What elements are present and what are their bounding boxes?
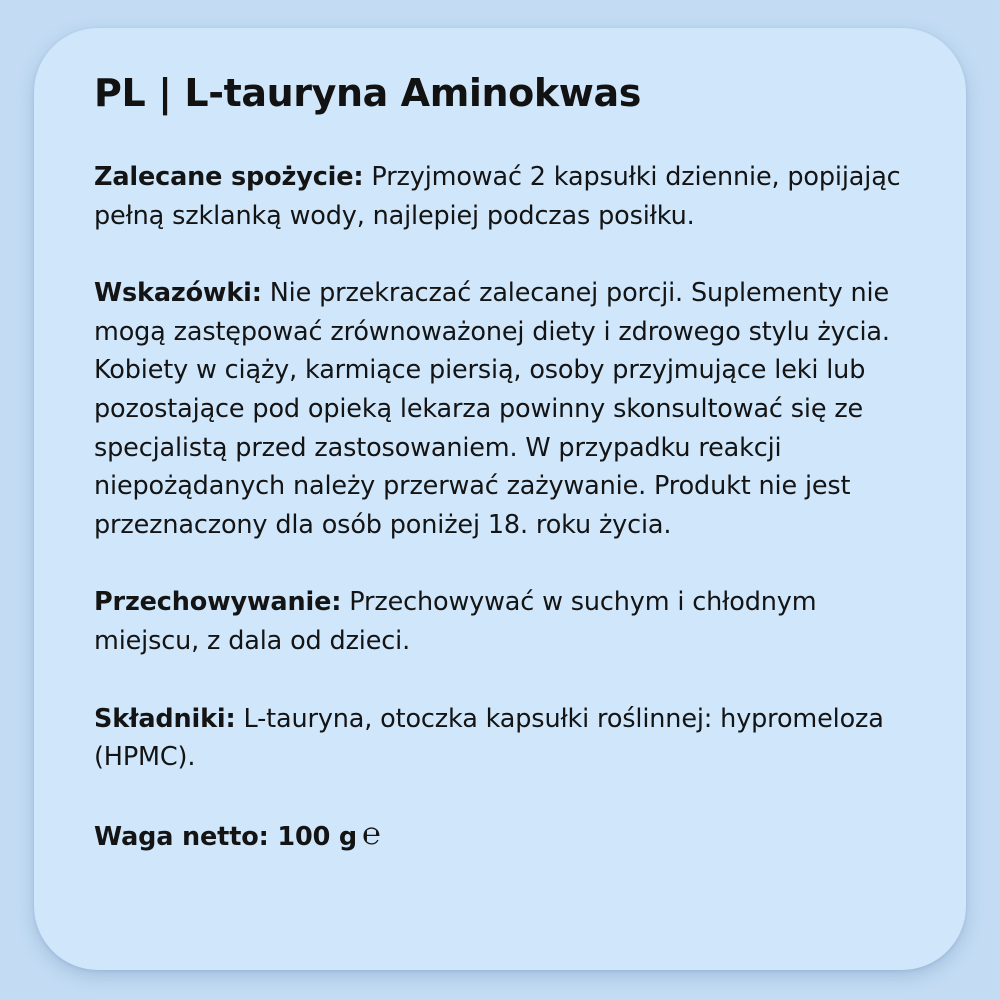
label-card xyxy=(34,28,966,970)
net-weight xyxy=(94,816,922,857)
section-label-storage: Przechowywanie: xyxy=(94,587,342,618)
section-recommended-intake xyxy=(94,158,922,235)
section-text-recommended-intake: Przyjmować 2 kapsułki dziennie, popijając pełną szklanką wody, najlepiej podczas posiłku. xyxy=(94,162,901,231)
section-guidelines xyxy=(94,274,922,544)
section-text-ingredients: L-tauryna, otoczka kapsułki roślinnej: hypromeloza (HPMC). xyxy=(94,703,884,773)
section-label-ingredients: Składniki: xyxy=(94,703,236,734)
product-title: PL | L-tauryna Aminokwas xyxy=(94,71,641,115)
section-label-recommended-intake: Zalecane spożycie: xyxy=(94,162,364,192)
section-text-guidelines: Nie przekraczać zalecanej porcji. Suplementy nie mogą zastępować zrównoważonej diety i zdrowego stylu życia. Kobiety w ciąży, karmiące piersią, osoby przyjmujące leki lub pozostające pod opieką lekarza powinny skonsultować się ze specjalistą przed zastosowaniem. W przypadku reakcji niepożądanych należy przerwać zażywanie. Produkt nie jest przeznaczony dla osób poniżej 18. roku życia. xyxy=(94,278,890,540)
section-storage xyxy=(94,583,922,660)
estimated-sign-icon: ℮ xyxy=(362,815,381,852)
section-text-storage: Przechowywać w suchym i chłodnym miejscu, z dala od dzieci. xyxy=(94,587,817,656)
section-label-guidelines: Wskazówki: xyxy=(94,278,262,309)
net-weight-label: Waga netto: 100 g xyxy=(94,821,357,852)
section-ingredients xyxy=(94,700,922,777)
